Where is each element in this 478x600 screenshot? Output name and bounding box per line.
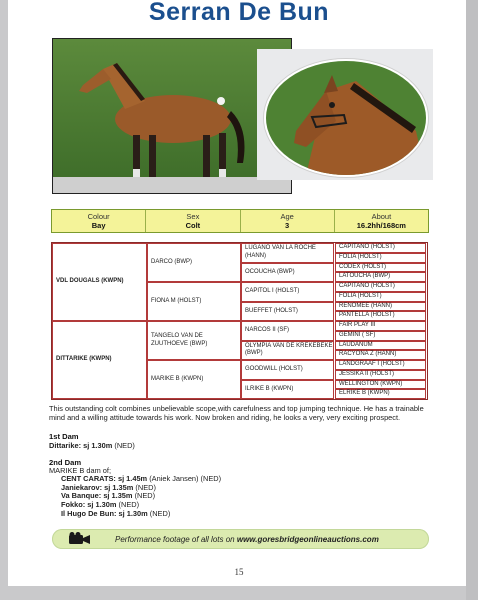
pedigree-gen3: LUGANO VAN LA ROCHE (HANN) <box>241 243 334 263</box>
pedigree-gen4: WELLINGTON (KWPN) <box>335 380 426 390</box>
info-value: 3 <box>285 221 290 230</box>
horse-photo <box>52 38 292 194</box>
pedigree-gen4: LANDGRAAF I (HOLST) <box>335 360 426 370</box>
info-label: Sex <box>186 212 200 221</box>
pedigree-gen4: PANTELLA (HOLST) <box>335 311 426 321</box>
pedigree-gen4: FAIR PLAY III <box>335 321 426 331</box>
pedigree-gen4: JESSIKA II (HOLST) <box>335 370 426 380</box>
pedigree-gen4: FOLIA (HOLST) <box>335 292 426 302</box>
progeny-item: Va Banque: sj 1.35m (NED) <box>61 491 156 501</box>
second-dam-heading: 2nd Dam <box>49 458 82 467</box>
pedigree-gen2: FIONA M (HOLST) <box>147 282 241 321</box>
info-value: Colt <box>185 221 201 230</box>
pedigree-gen4: CODEX (HOLST) <box>335 263 426 273</box>
page-edge <box>466 0 478 600</box>
info-colour <box>52 210 146 232</box>
page-title: Serran De Bun <box>148 0 330 26</box>
auction-website-link[interactable]: www.goresbridgeonlineauctions.com <box>236 535 379 544</box>
pedigree-gen2: MARIKE B (KWPN) <box>147 360 241 399</box>
video-camera-icon <box>67 532 91 546</box>
first-dam-heading: 1st Dam <box>49 432 79 441</box>
info-value: 16.2hh/168cm <box>356 221 406 230</box>
pedigree-gen3: BUEFFET (HOLST) <box>241 302 334 322</box>
first-dam-country: (NED) <box>114 441 135 450</box>
pedigree-gen2: DARCO (BWP) <box>147 243 241 282</box>
horse-head-photo <box>264 59 428 177</box>
pedigree-table <box>51 242 428 400</box>
pedigree-sire: VDL DOUGALS (KWPN) <box>52 243 147 321</box>
info-label: About <box>371 212 392 221</box>
pedigree-gen4: FOLIA (HOLST) <box>335 253 426 263</box>
pedigree-gen4: CAPITANO (HOLST) <box>335 243 426 253</box>
horse-info-table <box>51 209 429 233</box>
page-number: 15 <box>234 567 244 577</box>
pedigree-gen3: CAPITOL I (HOLST) <box>241 282 334 302</box>
first-dam-name: Dittarike: <box>49 441 82 450</box>
info-age <box>241 210 335 232</box>
pedigree-gen4: RENOMEE (HANN) <box>335 302 426 312</box>
info-value: Bay <box>91 221 106 230</box>
pedigree-gen3: OLYMPIA VAN DE KREKEBEKE (BWP) <box>241 341 334 361</box>
progeny-item: Fokko: sj 1.30m (NED) <box>61 500 140 510</box>
horse-description: This outstanding colt combines unbelievable scope,with carefulness and top jumping technique. He has a trainable mind and a willing attitude towards his work. Now broken and riding, he looks a very, very exciting prospect. <box>49 404 424 422</box>
pedigree-gen4: LATOUCHA (BWP) <box>335 272 426 282</box>
pedigree-gen3: NARCOS II (SF) <box>241 321 334 341</box>
first-dam-result: sj 1.30m <box>83 441 113 450</box>
progeny-item: Janiekarov: sj 1.35m (NED) <box>61 482 156 492</box>
second-dam-intro: MARIKE B dam of; <box>49 466 112 475</box>
info-sex <box>146 210 240 232</box>
info-height <box>335 210 428 232</box>
info-label: Age <box>280 212 294 221</box>
pedigree-gen4: LAUDANUM <box>335 341 426 351</box>
pedigree-gen4: ELRIKE B (KWPN) <box>335 389 426 399</box>
pedigree-gen3: OCOUCHA (BWP) <box>241 263 334 283</box>
pedigree-gen2: TANGELO VAN DE ZUUTHOEVE (BWP) <box>147 321 241 360</box>
banner-text <box>115 535 379 544</box>
pedigree-gen3: ILRIKE B (KWPN) <box>241 380 334 400</box>
pedigree-gen4: CAPITANO (HOLST) <box>335 282 426 292</box>
info-label: Colour <box>87 212 110 221</box>
pedigree-gen4: GEMINI ( SF) <box>335 331 426 341</box>
progeny-item: Il Hugo De Bun: sj 1.30m (NED) <box>61 508 171 518</box>
pedigree-gen3: GOODWILL (HOLST) <box>241 360 334 380</box>
pedigree-dam: DITTARIKE (KWPN) <box>52 321 147 399</box>
progeny-item: CENT CARATS: sj 1.45m (Aniek Jansen) (NED) <box>61 474 222 483</box>
first-dam-record <box>49 441 135 450</box>
banner-prefix: Performance footage of all lots on <box>115 535 237 544</box>
pedigree-gen4: RACYONA Z (HANN) <box>335 350 426 360</box>
